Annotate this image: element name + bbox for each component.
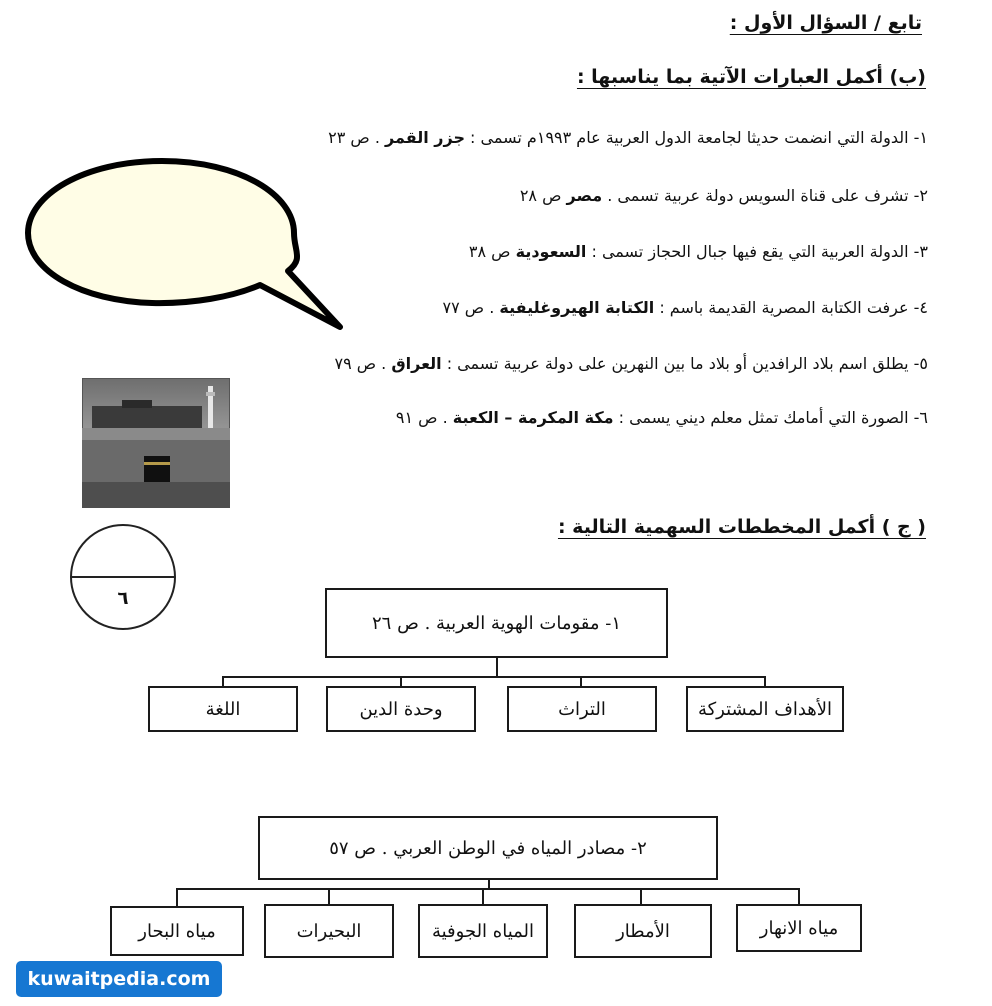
question-item-3 <box>469 242 928 261</box>
page-ref: . ص ٩١ <box>395 408 453 427</box>
diagram2-child-text: المياه الجوفية <box>431 920 535 942</box>
diagram1-child-text: التراث <box>558 698 606 720</box>
diagram2-root-text: ٢- مصادر المياه في الوطن العربي . ص ٥٧ <box>329 837 647 859</box>
question-text: ٢- تشرف على قناة السويس دولة عربية تسمى . <box>602 186 928 205</box>
continued-title: تابع / السؤال الأول : <box>729 12 922 34</box>
diagram1-child-box <box>148 686 298 732</box>
diagram2-child-text: الأمطار <box>616 920 670 942</box>
answer-text: مصر <box>566 186 603 205</box>
diagram2-child-box <box>574 904 712 958</box>
diagram2-child-box <box>736 904 862 952</box>
diagram1-child-box <box>686 686 844 732</box>
section-c-title <box>558 516 926 538</box>
score-value: ٦ <box>117 588 129 609</box>
diagram1-child-box <box>507 686 657 732</box>
kaaba-photo <box>82 378 230 508</box>
diagram1-child-text: الأهداف المشتركة <box>697 698 833 720</box>
diagram1-bar <box>222 676 766 678</box>
diagram2-child-box <box>418 904 548 958</box>
answer-text: مكة المكرمة – الكعبة <box>452 408 614 427</box>
diagram2-drop <box>176 888 178 906</box>
question-text: ٦- الصورة التي أمامك تمثل معلم ديني يسمى : <box>613 408 928 427</box>
question-text: ٤- عرفت الكتابة المصرية القديمة باسم : <box>654 298 928 317</box>
kuwaitpedia-watermark[interactable]: kuwaitpedia.com <box>16 961 222 997</box>
question-item-2 <box>520 186 928 205</box>
diagram2-child-text: البحيرات <box>296 920 362 942</box>
answer-text: الكتابة الهيروغليفية <box>499 298 655 317</box>
page-ref: ص ٣٨ <box>468 242 516 261</box>
question-item-1 <box>328 128 928 147</box>
question-item-6 <box>396 408 928 427</box>
diagram1-child-text: اللغة <box>205 698 241 720</box>
speech-bubble <box>22 155 352 335</box>
diagram2-child-box <box>264 904 394 958</box>
section-c-title-text: ( ج ) أكمل المخططات السهمية التالية : <box>557 516 926 538</box>
page-ref: ص ٢٨ <box>519 186 567 205</box>
page-ref: . ص ٢٣ <box>328 128 386 147</box>
diagram2-child-text: مياه البحار <box>138 920 216 942</box>
section-b-title-text: (ب) أكمل العبارات الآتية بما يناسبها : <box>576 66 926 88</box>
score-circle <box>68 522 178 632</box>
question-item-5 <box>334 354 928 373</box>
diagram2-child-text: مياه الانهار <box>759 917 839 939</box>
answer-text: جزر القمر <box>385 128 465 147</box>
question-text: ١- الدولة التي انضمت حديثا لجامعة الدول العربية عام ١٩٩٣م تسمى : <box>464 128 928 147</box>
answer-text: السعودية <box>515 242 587 261</box>
diagram1-child-box <box>326 686 476 732</box>
diagram1-stem <box>496 658 498 678</box>
diagram2-bar <box>176 888 800 890</box>
page-ref: . ص ٧٧ <box>442 298 500 317</box>
diagram1-root-box <box>325 588 668 658</box>
diagram2-child-box <box>110 906 244 956</box>
diagram1-root-text: ١- مقومات الهوية العربية . ص ٢٦ <box>372 612 621 634</box>
section-b-title <box>577 66 926 88</box>
question-text: ٥- يطلق اسم بلاد الرافدين أو بلاد ما بين النهرين على دولة عربية تسمى : <box>441 354 928 373</box>
page-ref: . ص ٧٩ <box>334 354 392 373</box>
question-text: ٣- الدولة العربية التي يقع فيها جبال الحجاز تسمى : <box>586 242 928 261</box>
diagram2-root-box <box>258 816 718 880</box>
diagram1-child-text: وحدة الدين <box>359 698 443 720</box>
answer-text: العراق <box>391 354 442 373</box>
question-item-4 <box>443 298 928 317</box>
